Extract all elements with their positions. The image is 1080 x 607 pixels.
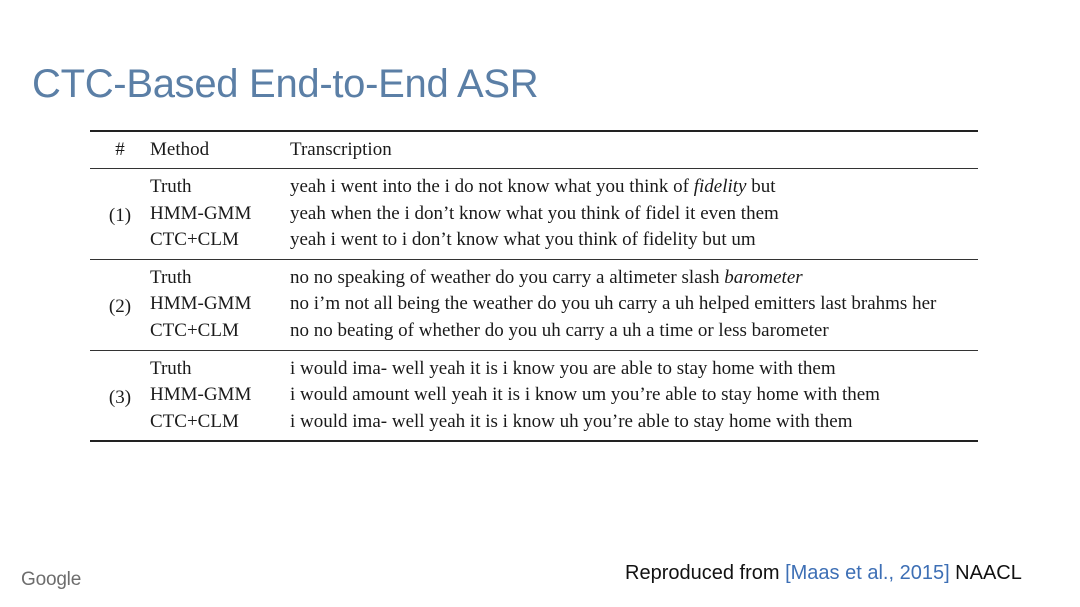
source-prefix: Reproduced from xyxy=(625,562,786,584)
method-cell: CTC+CLM xyxy=(150,410,239,432)
transcription-italic: barometer xyxy=(724,266,803,288)
results-table xyxy=(90,130,978,442)
table-header-row xyxy=(90,131,978,169)
method-cell: CTC+CLM xyxy=(150,229,239,251)
transcription-italic: fidelity xyxy=(693,176,747,197)
transcription-cell: i would amount well yeah it is i know um you’re able to stay home with them xyxy=(290,384,880,406)
table-row xyxy=(90,227,978,259)
source-citation xyxy=(625,562,1022,585)
transcription-cell: yeah i went to i don’t know what you think of fidelity but um xyxy=(290,229,756,251)
method-cell: Truth xyxy=(150,176,192,197)
slide-title: CTC-Based End-to-End ASR xyxy=(32,62,539,106)
table-row xyxy=(90,318,978,350)
group-id: (3) xyxy=(108,386,132,408)
transcription-cell: yeah when the i don’t know what you think of fidel it even them xyxy=(290,202,779,224)
table-row xyxy=(90,201,978,228)
table-row xyxy=(90,382,978,409)
group-id: (2) xyxy=(108,295,132,317)
transcription-text: no no speaking of weather do you carry a altimeter slash xyxy=(290,266,725,288)
method-cell: CTC+CLM xyxy=(150,319,239,341)
transcription-cell: i would ima- well yeah it is i know uh you’re able to stay home with them xyxy=(290,410,853,432)
table-row xyxy=(90,169,978,201)
table-row xyxy=(90,409,978,442)
transcription-text: but xyxy=(746,176,776,197)
transcription-cell: no i’m not all being the weather do you uh carry a uh helped emitters last brahms her xyxy=(290,293,937,315)
table-row xyxy=(90,350,978,382)
transcription-cell xyxy=(290,169,978,201)
citation-link[interactable]: [Maas et al., 2015] xyxy=(785,562,950,584)
google-logo: Google xyxy=(21,569,82,590)
header-transcription: Transcription xyxy=(290,131,978,169)
method-cell: HMM-GMM xyxy=(150,293,252,315)
transcription-cell xyxy=(290,259,978,291)
method-cell: HMM-GMM xyxy=(150,202,252,224)
header-num: # xyxy=(90,131,150,169)
transcription-cell: no no beating of whether do you uh carry a uh a time or less barometer xyxy=(290,319,829,341)
table-row xyxy=(90,291,978,318)
source-suffix: NAACL xyxy=(949,562,1022,584)
header-method: Method xyxy=(150,131,290,169)
method-cell: Truth xyxy=(150,266,192,288)
method-cell: Truth xyxy=(150,357,192,379)
method-cell: HMM-GMM xyxy=(150,384,252,406)
transcription-cell: i would ima- well yeah it is i know you are able to stay home with them xyxy=(290,357,836,379)
table-row xyxy=(90,259,978,291)
group-id: (1) xyxy=(108,205,132,227)
transcription-text: yeah i went into the i do not know what you think of xyxy=(290,176,694,197)
